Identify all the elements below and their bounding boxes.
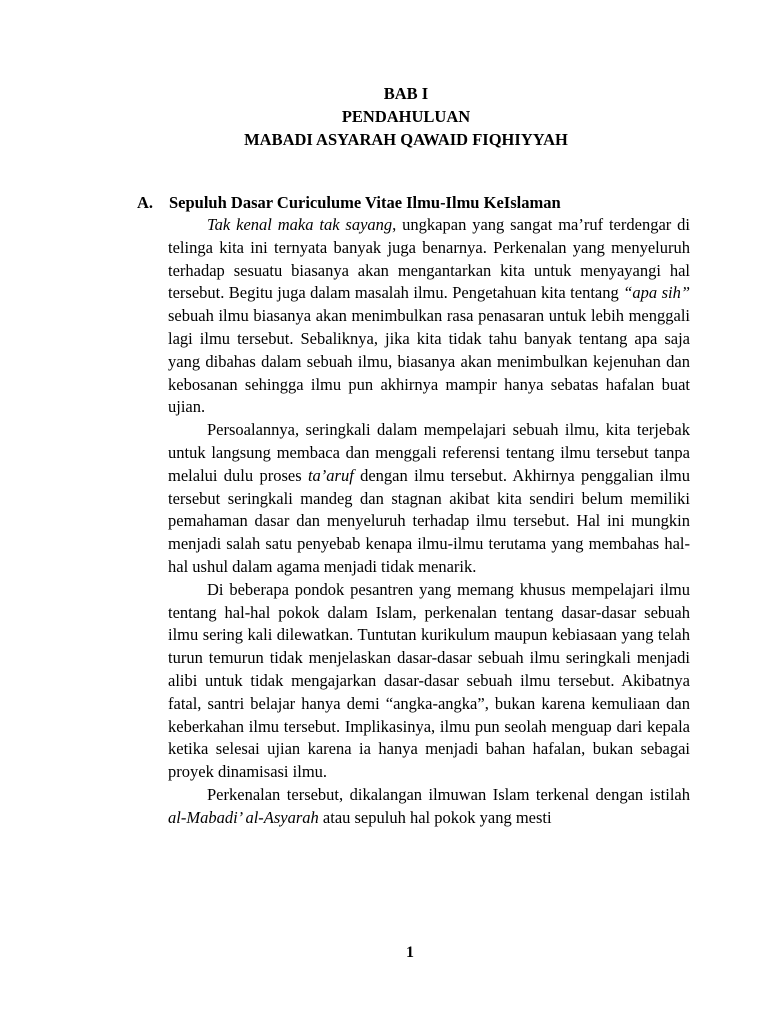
italic-phrase: Tak kenal maka tak sayang bbox=[207, 215, 393, 234]
chapter-title: PENDAHULUAN bbox=[341, 107, 471, 126]
chapter-number: BAB I bbox=[383, 84, 429, 103]
section-title: Sepuluh Dasar Curiculume Vitae Ilmu-Ilmu KeIslaman bbox=[169, 193, 561, 212]
paragraph-3 bbox=[168, 579, 690, 784]
page-number: 1 bbox=[406, 944, 414, 961]
chapter-subtitle: MABADI ASYARAH QAWAID FIQHIYYAH bbox=[244, 130, 568, 149]
italic-phrase: ta’aruf bbox=[307, 465, 354, 485]
paragraph-text: Di beberapa pondok pesantren yang memang khusus mempelajari ilmu tentang hal-hal pokok dalam Islam, perkenalan tentang dasar-dasar sebuah ilmu sering kali dilewatkan. Tuntutan kurikulum maupun kebiasaan yang telah turun temurun tidak menjelaskan dasar-dasar sebuah ilmu seringkali menjadi alibi untuk tidak mengajarkan dasar-dasar sebuah ilmu tersebut. Akibatnya fatal, santri belajar hanya demi “angka-angka”, bukan karena kemuliaan dan keberkahan ilmu tersebut. Implikasinya, ilmu pun seolah menguap dari kepala ketika selesai ujian karena ia hanya menjadi bahan hafalan, bukan sebagai proyek dinamisasi ilmu. bbox=[168, 579, 690, 782]
italic-phrase: “apa sih” bbox=[623, 283, 690, 303]
paragraph-2 bbox=[168, 419, 690, 579]
paragraph-1 bbox=[168, 214, 690, 419]
paragraph-text: atau sepuluh hal pokok yang mesti bbox=[318, 807, 552, 827]
paragraph-4 bbox=[168, 784, 690, 830]
italic-phrase: al-Mabadi’ al-Asyarah bbox=[168, 807, 319, 827]
body-text bbox=[168, 214, 690, 830]
paragraph-text: sebuah ilmu biasanya akan menimbulkan rasa penasaran untuk lebih menggali lagi ilmu tersebut. Sebaliknya, jika kita tidak tahu banyak tentang apa saja yang dibahas dalam sebuah ilmu, biasanya akan menimbulkan kejenuhan dan kebosanan sehingga ilmu pun akhirnya mampir hanya sebatas hafalan buat ujian. bbox=[168, 306, 690, 417]
section-letter: A. bbox=[137, 193, 154, 212]
paragraph-text: Perkenalan tersebut, dikalangan ilmuwan Islam terkenal dengan istilah bbox=[207, 784, 690, 804]
paragraph-text: Persoalannya, seringkali dalam mempelajari sebuah ilmu, kita terjebak untuk langsung membaca dan menggali referensi tentang ilmu tersebut tanpa melalui dulu proses bbox=[168, 420, 690, 485]
chapter-heading bbox=[0, 82, 768, 151]
paragraph-text: dengan ilmu tersebut. Akhirnya penggalian ilmu tersebut seringkali mandeg dan stagnan akibat kita sendiri belum memiliki pemahaman dasar dan menyeluruh terhadap ilmu tersebut. Hal ini mungkin menjadi salah satu penyebab kenapa ilmu-ilmu terutama yang membahas hal-hal ushul dalam agama menjadi tidak menarik. bbox=[168, 465, 690, 576]
paragraph-text: , ungkapan yang sangat ma’ruf terdengar di telinga kita ini ternyata banyak juga benarnya. Perkenalan yang menyeluruh terhadap sesuatu biasanya akan mengantarkan kita untuk menyayangi hal tersebut. Begitu juga dalam masalah ilmu. Pengetahuan kita tentang bbox=[168, 215, 690, 303]
